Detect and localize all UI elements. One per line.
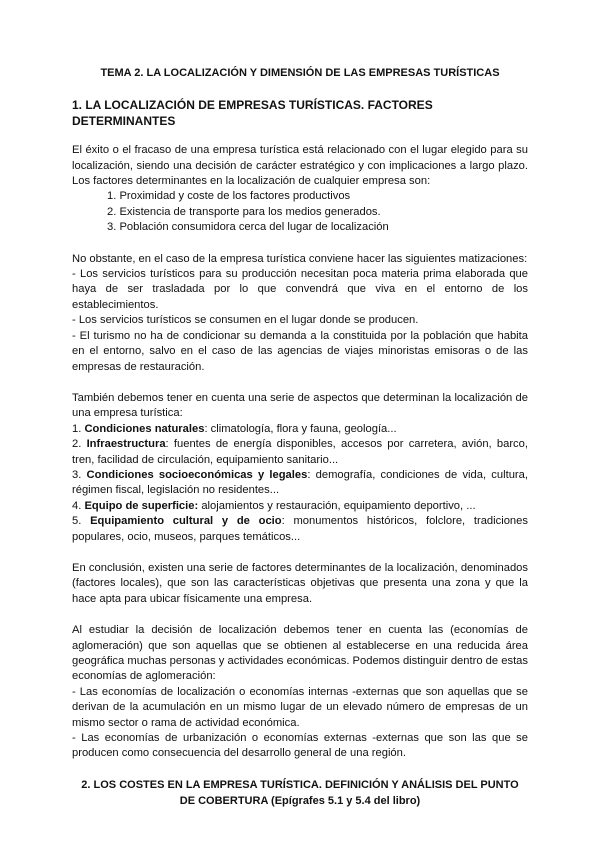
nuance-item: - Los servicios turísticos para su producción necesitan poca materia prima elaborada que haya de ser trasladada por lo que convendrá que viva en el entorno de los establecimientos. [72, 268, 528, 311]
agglomeration-intro: Al estudiar la decisión de localización debemos tener en cuenta las (economías de aglomeración) que son aquellas que se obtienen al establecerse en una reducida área geográfica muchas personas y actividades económicas. Podemos distinguir dentro de estas economías de aglomeración: [72, 624, 528, 683]
section-2-heading [72, 777, 528, 809]
aspect-item [72, 422, 528, 437]
nuances-intro: No obstante, en el caso de la empresa turística conviene hacer las siguientes matizaciones: [72, 252, 528, 265]
aspect-text: : fuentes de energía disponibles, accesos por carretera, avión, barco, tren, facilidad de circulación, equipamiento sanitario... [72, 438, 528, 466]
aspect-label: Condiciones naturales [84, 422, 205, 435]
agglomeration-item: - Las economías de urbanización o economías externas -externas que son las que se producen como consecuencia del desarrollo general de una región. [72, 732, 528, 760]
aspect-number: 2. [72, 438, 87, 451]
agglomeration-item: - Las economías de localización o economías internas -externas que son aquellas que se derivan de la acumulación en un mismo lugar de un elevado número de empresas de un mismo sector o rama de actividad económica. [72, 685, 528, 729]
aspect-number: 4. [72, 499, 85, 512]
intro-paragraph: El éxito o el fracaso de una empresa turística está relacionado con el lugar elegido para su localización, siendo una decisión de carácter estratégico y con implicaciones a largo plazo. Los factores determinantes en la localización de cualquier empresa son: [72, 144, 528, 188]
aspect-text: : demografía, condiciones de vida, cultura, régimen fiscal, legislación no residentes... [72, 468, 528, 497]
aspect-item [72, 499, 528, 514]
aspect-number: 1. [72, 422, 85, 435]
aspect-item [72, 468, 528, 499]
nuance-item: - Los servicios turísticos se consumen en el lugar donde se producen. [72, 314, 419, 327]
aspect-label: Condiciones socioeconómicas y legales [86, 468, 308, 481]
document-page [72, 66, 528, 809]
factors-list [72, 189, 528, 235]
aspect-item [72, 514, 528, 545]
aspects-intro: También debemos tener en cuenta una serie de aspectos que determinan la localización de una empresa turística: [72, 391, 528, 420]
aspect-text: : climatología, flora y fauna, geología... [204, 422, 397, 435]
aspect-text: : monumentos históricos, folclore, tradiciones populares, ocio, museos, parques temáticos... [72, 515, 528, 543]
section-1-heading: 1. LA LOCALIZACIÓN DE EMPRESAS TURÍSTICAS. FACTORES DETERMINANTES [72, 98, 433, 128]
aspect-text: alojamientos y restauración, equipamiento deportivo, ... [198, 499, 476, 512]
aspect-number: 3. [72, 468, 87, 481]
list-item: 1. Proximidad y coste de los factores productivos [107, 190, 351, 203]
page-title: TEMA 2. LA LOCALIZACIÓN Y DIMENSIÓN DE LAS EMPRESAS TURÍSTICAS [100, 67, 500, 79]
aspect-label: Equipo de superficie: [84, 499, 199, 512]
aspect-number: 5. [72, 515, 91, 528]
aspect-label: Infraestructura [86, 438, 166, 451]
section-2-heading-line: 2. LOS COSTES EN LA EMPRESA TURÍSTICA. DEFINICIÓN Y ANÁLISIS DEL PUNTO [81, 778, 519, 791]
list-item: 3. Población consumidora cerca del lugar de localización [107, 221, 389, 234]
conclusion-paragraph: En conclusión, existen una serie de factores determinantes de la localización, denominados (factores locales), que son las características objetivas que presenta una zona y que la hace apta para ubicar físicamente una empresa. [72, 561, 528, 605]
section-2-heading-line: DE COBERTURA (Epígrafes 5.1 y 5.4 del libro) [179, 794, 421, 807]
aspect-label: Equipamiento cultural y de ocio [90, 515, 282, 528]
nuance-item: - El turismo no ha de condicionar su demanda a la constituida por la población que habita en el entorno, salvo en el caso de las agencias de viajes minoristas emisoras o de las empresas de restauración. [72, 329, 528, 373]
list-item: 2. Existencia de transporte para los medios generados. [107, 205, 381, 218]
aspect-item [72, 437, 528, 468]
